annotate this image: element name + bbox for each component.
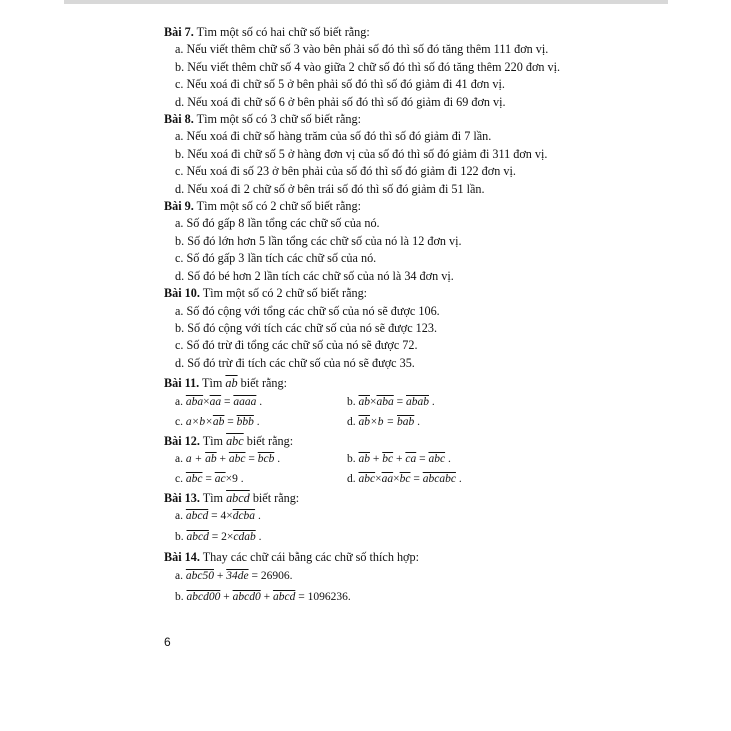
- exercise-12-title: Bài 12. Tìm $\overline{abc}$ biết rằng:: [164, 433, 294, 448]
- exercise-13-title: Bài 13. Tìm abcd biết rằng:: [164, 490, 300, 505]
- exercise-8-item-a: a. Nếu xoá đi chữ số hàng trăm của số đó thì số đó giảm đi 7 lần.: [175, 129, 492, 144]
- page-content: [164, 24, 684, 609]
- exercise-11-title: Bài 11. Tìm $\overline{ab}$ biết rằng:: [164, 376, 288, 391]
- exercise-9-item-d: d. Số đó bé hơn 2 lần tích các chữ số của nó là 34 đơn vị.: [175, 268, 454, 283]
- exercise-7-item-c: c. Nếu xoá đi chữ số 5 ở bên phải số đó thì số đó giảm đi 41 đơn vị.: [175, 77, 505, 92]
- exercise-7-item-a: a. Nếu viết thêm chữ số 3 vào bên phải số đó thì số đó tăng thêm 111 đơn vị.: [175, 42, 549, 57]
- exercise-8-item-d: d. Nếu xoá đi 2 chữ số ở bên trái số đó thì số đó giảm đi 51 lần.: [175, 181, 485, 196]
- exercise-12-item-a: a. $a + \overline{ab} + \overline{abc} = \overline{bcb}$ .: [175, 452, 281, 465]
- exercise-11-item-b: b. $\overline{ab}\times\overline{aba}$ = abab .: [347, 395, 435, 408]
- exercise-12-item-b: b. $\overline{ab} + \overline{bc} + \overline{ca} = \overline{abc}$ .: [347, 452, 451, 465]
- exercise-7-item-d: d. Nếu xoá đi chữ số 6 ở bên phải số đó thì số đó giảm đi 69 đơn vị.: [175, 94, 506, 109]
- exercise-11-item-c: c. $a\times b\times\overline{ab} = \overline{bbb}$ .: [175, 415, 260, 428]
- exercise-7-item-b: b. Nếu viết thêm chữ số 4 vào giữa 2 chữ số đó thì số đó tăng thêm 220 đơn vị.: [175, 59, 561, 74]
- exercise-12-row-ab: [164, 450, 684, 470]
- exercise-11-row-cd: [164, 413, 684, 433]
- exercise-8-item-b: b. Nếu xoá đi chữ số 5 ở hàng đơn vị của số đó thì số đó giảm đi 311 đơn vị.: [175, 146, 548, 161]
- exercise-10-item-d: d. Số đó trừ đi tích các chữ số của nó sẽ được 35.: [175, 355, 415, 370]
- exercise-10-item-a: a. Số đó cộng với tổng các chữ số của nó sẽ được 106.: [175, 303, 440, 318]
- exercise-14-title: Bài 14. Thay các chữ cái bằng các chữ số thích hợp:: [164, 550, 419, 565]
- exercise-8-title: Bài 8. Tìm một số có 3 chữ số biết rằng:: [164, 112, 361, 127]
- exercise-8-item-c: c. Nếu xoá đi số 23 ở bên phải của số đó thì số đó giảm đi 122 đơn vị.: [175, 164, 516, 179]
- exercise-12-row-cd: [164, 470, 684, 490]
- exercise-11-item-a: a. $\overline{aba}\times\overline{aa}$ = aaaa .: [175, 395, 263, 408]
- top-border: [64, 0, 668, 4]
- exercise-9-title: Bài 9. Tìm một số có 2 chữ số biết rằng:: [164, 199, 361, 214]
- exercise-10-title: Bài 10. Tìm một số có 2 chữ số biết rằng:: [164, 286, 368, 301]
- exercise-7-title: Bài 7. Tìm một số có hai chữ số biết rằng:: [164, 25, 370, 39]
- exercise-10-item-c: c. Số đó trừ đi tổng các chữ số của nó sẽ được 72.: [175, 338, 418, 353]
- exercise-9-item-a: a. Số đó gấp 8 lần tổng các chữ số của nó.: [175, 216, 380, 231]
- page-number: 6: [164, 635, 171, 649]
- exercise-9-item-b: b. Số đó lớn hơn 5 lần tổng các chữ số của nó là 12 đơn vị.: [175, 233, 462, 248]
- exercise-13-item-b: b. abcd = 2×cdab .: [175, 531, 262, 544]
- exercise-14-item-a: a. abc50 + 34de = 26906.: [175, 569, 293, 582]
- exercise-12-item-d: d. $\overline{abc}\times\overline{aa}\times\overline{bc}$ = abcabc .: [347, 472, 462, 485]
- exercise-10-item-b: b. Số đó cộng với tích các chữ số của nó sẽ được 123.: [175, 320, 438, 335]
- exercise-9-item-c: c. Số đó gấp 3 lần tích các chữ số của nó.: [175, 251, 377, 266]
- exercise-14-item-b: b. abcd00 + abcd0 + abcd = 1096236.: [175, 590, 351, 603]
- exercise-11-row-ab: [164, 393, 684, 413]
- exercise-11-item-d: d. $\overline{ab}\times b = \overline{bab}$ .: [347, 415, 421, 428]
- exercise-13-item-a: a. abcd = 4×dcba .: [175, 510, 261, 523]
- exercise-12-item-c: c. $\overline{abc} = \overline{ac}\times 9$ .: [175, 472, 244, 485]
